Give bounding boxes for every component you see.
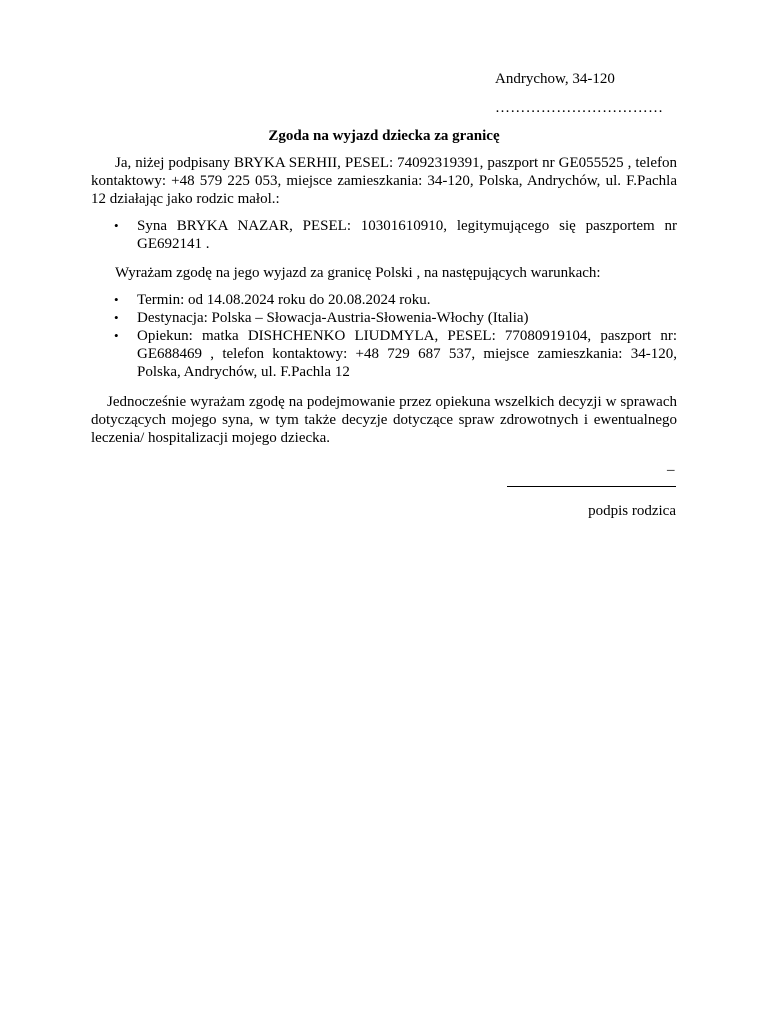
place-line: Andrychow, 34-120 bbox=[495, 71, 615, 87]
condition-destination: Destynacja: Polska – Słowacja-Austria-Słowenia-Włochy (Italia) bbox=[137, 310, 529, 326]
intro-paragraph: Ja, niżej podpisany BRYKA SERHII, PESEL: 74092319391, paszport nr GE055525 , telefon kontaktowy: +48 579 225 053, miejsce zamieszkania: 34-120, Polska, Andrychów, ul. F.Pachla 12 działając jako rodzic małol.: bbox=[91, 155, 677, 207]
list-item bbox=[113, 291, 677, 309]
closing-paragraph: Jednocześnie wyrażam zgodę na podejmowanie przez opiekuna wszelkich decyzji w sprawach dotyczących mojego syna, w tym także decyzje dotyczące spraw zdrowotnych i ewentualnego leczenia/ hospitalizacji mojego dziecka. bbox=[91, 394, 677, 446]
bullet-icon: • bbox=[114, 310, 119, 325]
bullet-icon: • bbox=[114, 218, 119, 233]
list-item bbox=[113, 217, 677, 253]
condition-term: Termin: od 14.08.2024 roku do 20.08.2024 roku. bbox=[137, 292, 431, 308]
signature-line bbox=[507, 486, 676, 487]
conditions-list bbox=[113, 291, 677, 381]
child-list bbox=[113, 217, 677, 253]
bullet-icon: • bbox=[114, 328, 119, 343]
consent-paragraph: Wyrażam zgodę na jego wyjazd za granicę Polski , na następujących warunkach: bbox=[115, 265, 601, 281]
list-item bbox=[113, 327, 677, 381]
document-title: Zgoda na wyjazd dziecka za granicę bbox=[268, 128, 500, 144]
condition-guardian: Opiekun: matka DISHCHENKO LIUDMYLA, PESEL: 77080919104, paszport nr: GE688469 , telefon kontaktowy: +48 729 687 537, miejsce zamieszkania: 34-120, Polska, Andrychów, ul. F.Pachla 12 bbox=[137, 328, 677, 380]
date-placeholder: …………………………… bbox=[495, 100, 664, 116]
signature-label: podpis rodzica bbox=[588, 503, 676, 519]
list-item bbox=[113, 309, 677, 327]
child-item-text: Syna BRYKA NAZAR, PESEL: 10301610910, legitymującego się paszportem nr GE692141 . bbox=[137, 218, 677, 252]
signature-dash: – bbox=[667, 462, 675, 478]
bullet-icon: • bbox=[114, 292, 119, 307]
